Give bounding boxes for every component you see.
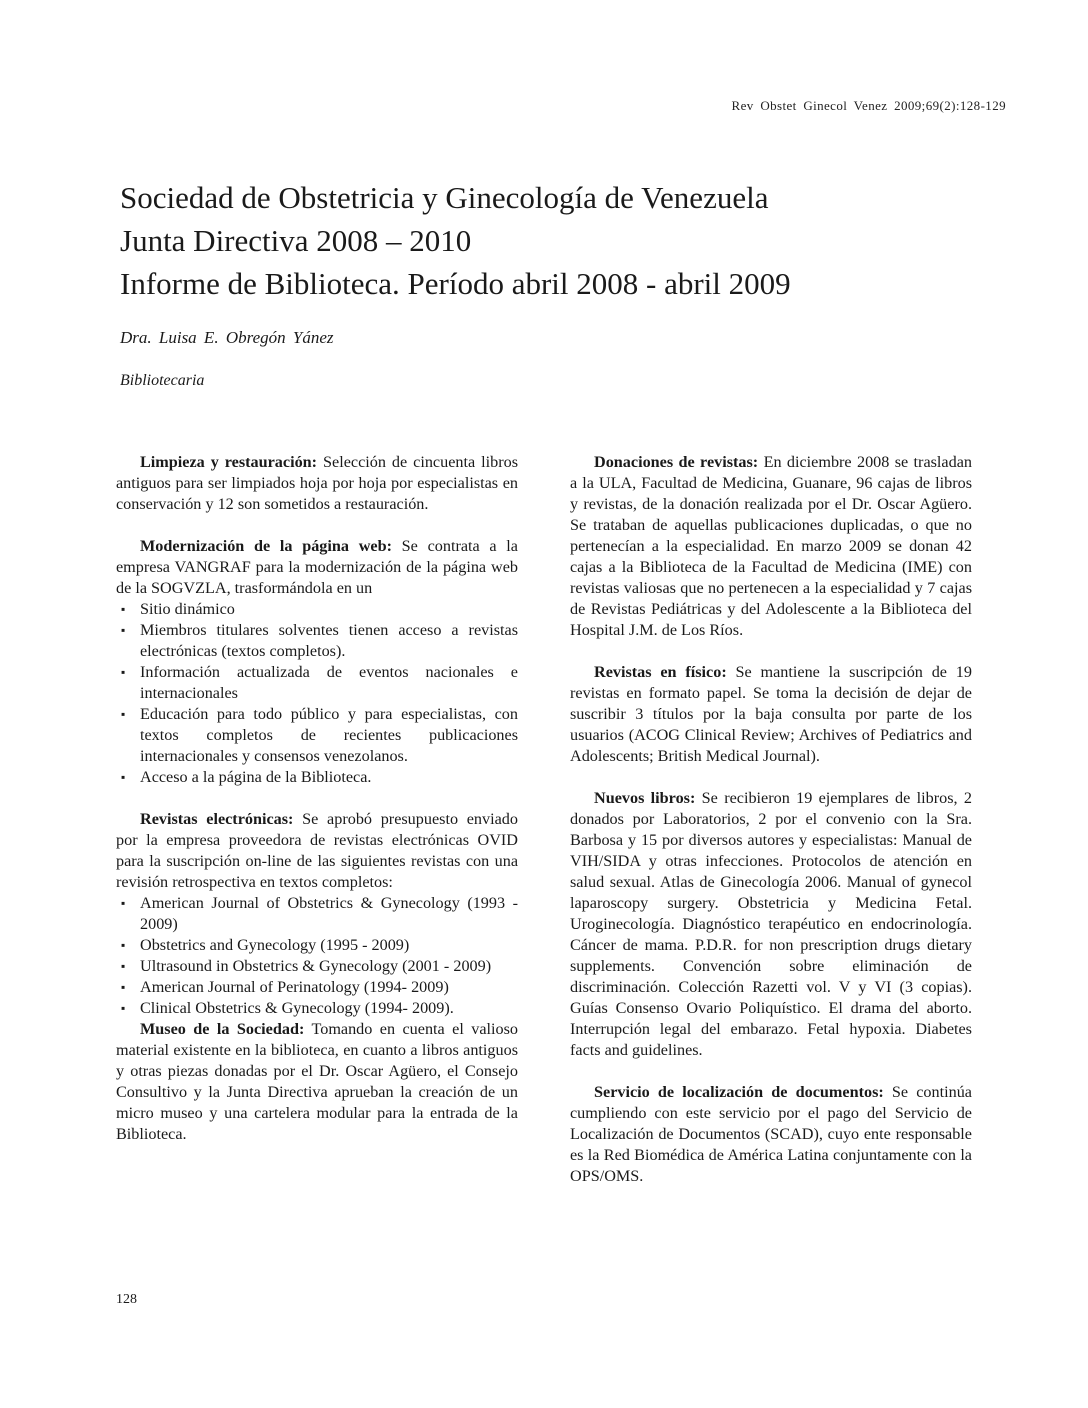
- left-column: [116, 452, 518, 1145]
- section-donaciones: [570, 452, 972, 641]
- bullet-icon: ▪: [121, 959, 126, 973]
- bullet-icon: ▪: [121, 770, 126, 784]
- list-item: ▪ American Journal of Obstetrics & Gynecology (1993 - 2009): [121, 894, 518, 933]
- section-text: En diciembre 2008 se trasladan a la ULA, Facultad de Medicina, Guanare, 96 cajas de libros y revistas, de la donación realizada por el Dr. Oscar Agüero. Se trataban de aquellas publicaciones duplicadas, o que no pertenecían a la especialidad. En marzo 2009 se donan 42 cajas a la Biblioteca de la Facultad de Medicina (IME) con revistas valiosas que no pertenecen a la especialidad y 7 cajas de Revistas Pediátricas y del Adolescente a la Biblioteca del Hospital J.M. de Los Ríos.: [570, 453, 972, 639]
- section-museo: [116, 1019, 518, 1145]
- author-name: Dra. Luisa E. Obregón Yánez: [120, 328, 334, 347]
- article-title-block: [120, 176, 1000, 305]
- section-heading: Modernización de la página web:: [140, 537, 392, 555]
- section-text: Se aprobó presupuesto enviado por la empresa proveedora de revistas electrónicas OVID para la suscripción on-line de las siguientes revistas con una revisión retrospectiva en textos completos:: [116, 810, 518, 891]
- title-line-board: Junta Directiva 2008 – 2010: [120, 223, 472, 258]
- list-item: ▪ Ultrasound in Obstetrics & Gynecology (2001 - 2009): [121, 957, 492, 975]
- section-heading: Revistas en físico:: [594, 663, 727, 681]
- section-text: Se continúa cumpliendo con este servicio por el pago del Servicio de Localización de Documentos (SCAD), cuyo ente responsable es la Red Biomédica de América Latina conjuntamente con la OPS/OMS.: [570, 1083, 972, 1185]
- section-text: Se mantiene la suscripción de 19 revistas en formato papel. Se toma la decisión de dejar de suscribir 3 títulos por la baja consulta por parte de los usuarios (ACOG Clinical Review; Archives of Pediatrics and Adolescents; British Medical Journal).: [570, 663, 972, 765]
- revistas-electronicas-list: [116, 893, 518, 1019]
- section-modernizacion: [116, 536, 518, 599]
- bullet-icon: ▪: [121, 602, 126, 616]
- list-item: ▪ Miembros titulares solventes tienen acceso a revistas electrónicas (textos completos).: [121, 621, 518, 660]
- list-item: ▪ Acceso a la página de la Biblioteca.: [121, 768, 372, 786]
- section-heading: Museo de la Sociedad:: [140, 1020, 305, 1038]
- list-item: ▪ Sitio dinámico: [121, 600, 235, 618]
- section-heading: Limpieza y restauración:: [140, 453, 318, 471]
- list-item: ▪ Educación para todo público y para especialistas, con textos completos de recientes publicaciones internacionales y consensos venezolanos.: [121, 705, 518, 765]
- section-heading: Servicio de localización de documentos:: [594, 1083, 884, 1101]
- section-nuevos-libros: [570, 788, 972, 1061]
- bullet-icon: ▪: [121, 1001, 126, 1015]
- section-revistas-fisico: [570, 662, 972, 767]
- section-heading: Nuevos libros:: [594, 789, 696, 807]
- section-text: Selección de cincuenta libros antiguos para ser limpiados hoja por hoja por especialistas en conservación y 12 son sometidos a restauración.: [116, 453, 519, 513]
- section-servicio: [570, 1082, 972, 1187]
- bullet-icon: ▪: [121, 707, 126, 721]
- list-item: ▪ American Journal of Perinatology (1994- 2009): [121, 978, 449, 996]
- section-heading: Donaciones de revistas:: [594, 453, 759, 471]
- title-line-report: Informe de Biblioteca. Período abril 2008 - abril 2009: [120, 266, 791, 301]
- section-limpieza: [116, 452, 518, 515]
- right-column: [570, 452, 972, 1187]
- section-revistas-electronicas: [116, 809, 518, 893]
- section-text: Tomando en cuenta el valioso material existente en la biblioteca, en cuanto a libros antiguos y otras piezas donadas por el Dr. Oscar Agüero, el Consejo Consultivo y la Junta Directiva aprueban la creación de un micro museo y una cartelera modular para la entrada de la Biblioteca.: [116, 1020, 518, 1143]
- bullet-icon: ▪: [121, 980, 126, 994]
- journal-reference: Rev Obstet Ginecol Venez 2009;69(2):128-129: [731, 98, 1006, 113]
- bullet-icon: ▪: [121, 665, 126, 679]
- modernizacion-list: [116, 599, 518, 788]
- list-item: ▪ Clinical Obstetrics & Gynecology (1994- 2009).: [121, 999, 454, 1017]
- list-item: ▪ Información actualizada de eventos nacionales e internacionales: [121, 663, 518, 702]
- section-heading: Revistas electrónicas:: [140, 810, 294, 828]
- section-text: Se recibieron 19 ejemplares de libros, 2 donados por Laboratorios, 2 por el convenio con la Sra. Barbosa y 15 por diversos autores y especialistas: Manual de VIH/SIDA y otras infecciones. Protocolos de atención en salud sexual. Atlas de Ginecología 2006. Manual of gynecol laparoscopy surgery. Obstetricia y Medicina Fetal. Uroginecología. Diagnóstico terapéutico en endocrinología. Cáncer de mama. P.D.R. for non prescription drugs dietary supplements. Convención sobre eliminación de discriminación. Colección Razetti vol. V y VI (3 copias). Guías Consenso Ovario Poliquístico. El drama del aborto. Interrupción legal del embarazo. Fetal hypoxia. Diabetes facts and guidelines.: [570, 789, 972, 1059]
- section-text: Se contrata a la empresa VANGRAF para la modernización de la página web de la SOGVZLA, trasformándola en un: [116, 537, 518, 597]
- bullet-icon: ▪: [121, 896, 126, 910]
- author-affiliation: Bibliotecaria: [120, 372, 205, 389]
- list-item: ▪ Obstetrics and Gynecology (1995 - 2009): [121, 936, 410, 954]
- title-line-society: Sociedad de Obstetricia y Ginecología de Venezuela: [120, 180, 769, 215]
- page-number: 128: [116, 1292, 137, 1307]
- bullet-icon: ▪: [121, 623, 126, 637]
- bullet-icon: ▪: [121, 938, 126, 952]
